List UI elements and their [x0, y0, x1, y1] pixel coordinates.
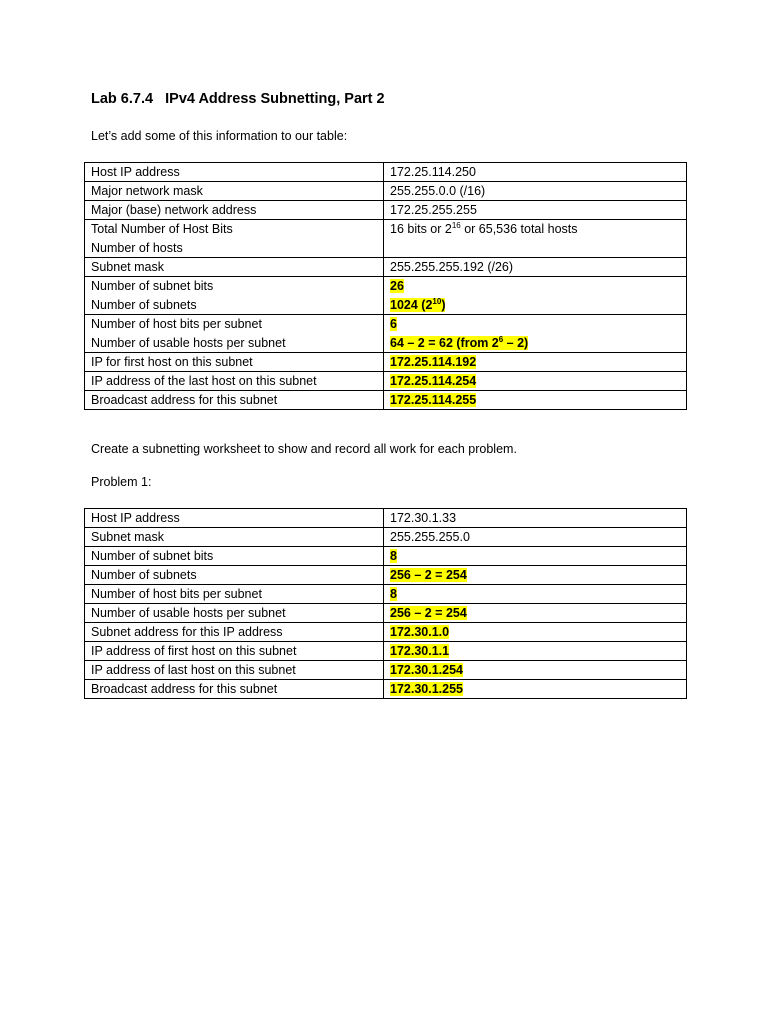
table-row	[85, 585, 687, 604]
row-value	[384, 566, 687, 585]
page-title: Lab 6.7.4 IPv4 Address Subnetting, Part 2	[91, 91, 385, 107]
highlighted-answer: 172.25.114.255	[390, 393, 477, 407]
row-value: 172.25.114.250	[384, 163, 687, 182]
row-label: Broadcast address for this subnet	[85, 680, 384, 699]
highlighted-answer: 8	[390, 549, 397, 563]
row-value: 172.30.1.33	[384, 509, 687, 528]
row-value	[384, 220, 687, 258]
row-label-line: Number of subnet bits	[91, 279, 214, 293]
table-row	[85, 391, 687, 410]
row-label: Major network mask	[85, 182, 384, 201]
table-row	[85, 642, 687, 661]
table-row	[85, 566, 687, 585]
row-label	[85, 220, 384, 258]
highlighted-answer: 172.25.114.254	[390, 374, 477, 388]
row-label: IP address of the last host on this subnet	[85, 372, 384, 391]
row-value	[384, 623, 687, 642]
highlighted-answer	[390, 298, 445, 312]
table-row	[85, 623, 687, 642]
row-value	[384, 547, 687, 566]
table-row	[85, 547, 687, 566]
row-label: Subnet mask	[85, 528, 384, 547]
row-value: 255.255.255.192 (/26)	[384, 258, 687, 277]
row-label: Number of usable hosts per subnet	[85, 604, 384, 623]
row-value	[384, 277, 687, 315]
row-label	[85, 277, 384, 315]
row-label-line: Number of usable hosts per subnet	[91, 335, 286, 350]
row-value: 172.25.255.255	[384, 201, 687, 220]
highlighted-answer: 26	[390, 279, 404, 293]
row-label-line: Number of host bits per subnet	[91, 317, 262, 331]
exponent: 10	[432, 296, 442, 306]
table-row	[85, 680, 687, 699]
table-row	[85, 528, 687, 547]
row-value	[384, 661, 687, 680]
highlighted-answer: 172.25.114.192	[390, 355, 477, 369]
subnet-info-table	[84, 162, 687, 410]
table-row	[85, 258, 687, 277]
row-label: Subnet mask	[85, 258, 384, 277]
row-label-line: Number of hosts	[91, 240, 183, 255]
problem-heading: Problem 1:	[91, 475, 152, 489]
value-text: 64 – 2 = 62 (from 2	[390, 335, 499, 350]
highlighted-answer: 256 – 2 = 254	[390, 568, 467, 582]
table-row	[85, 182, 687, 201]
row-label: Subnet address for this IP address	[85, 623, 384, 642]
table-row	[85, 277, 687, 315]
row-value	[384, 372, 687, 391]
row-value	[384, 585, 687, 604]
row-value-line	[390, 315, 680, 334]
row-value-line	[390, 296, 680, 315]
table-row	[85, 353, 687, 372]
row-label: Broadcast address for this subnet	[85, 391, 384, 410]
row-value-line	[390, 334, 680, 353]
row-label: Host IP address	[85, 509, 384, 528]
row-label: Number of host bits per subnet	[85, 585, 384, 604]
row-value	[384, 353, 687, 372]
row-label-line: Total Number of Host Bits	[91, 222, 233, 236]
table-row	[85, 163, 687, 182]
row-label-line: Number of subnets	[91, 297, 197, 312]
row-label: IP address of last host on this subnet	[85, 661, 384, 680]
row-label	[85, 315, 384, 353]
row-value: 255.255.255.0	[384, 528, 687, 547]
row-label: Host IP address	[85, 163, 384, 182]
value-text: 16 bits or 2	[390, 222, 452, 236]
row-value	[384, 680, 687, 699]
exponent: 6	[498, 334, 504, 344]
table-row	[85, 372, 687, 391]
row-label: Number of subnet bits	[85, 547, 384, 566]
highlighted-answer: 172.30.1.1	[390, 644, 450, 658]
highlighted-answer: 172.30.1.254	[390, 663, 463, 677]
table-row	[85, 315, 687, 353]
table-row	[85, 604, 687, 623]
row-label: IP address of first host on this subnet	[85, 642, 384, 661]
highlighted-answer: 6	[390, 317, 397, 331]
value-text: )	[441, 297, 446, 312]
worksheet-instructions: Create a subnetting worksheet to show and record all work for each problem.	[91, 442, 517, 456]
row-value-line	[390, 220, 680, 239]
highlighted-answer: 172.30.1.255	[390, 682, 463, 696]
row-value	[384, 642, 687, 661]
table-row	[85, 509, 687, 528]
row-value-line	[390, 277, 680, 296]
highlighted-answer: 8	[390, 587, 397, 601]
exponent: 16	[451, 220, 461, 230]
highlighted-answer: 256 – 2 = 254	[390, 606, 467, 620]
row-value	[384, 604, 687, 623]
value-text: 1024 (2	[390, 297, 433, 312]
highlighted-answer	[390, 336, 528, 350]
row-value: 255.255.0.0 (/16)	[384, 182, 687, 201]
problem-1-table	[84, 508, 687, 699]
row-value	[384, 315, 687, 353]
row-label: Major (base) network address	[85, 201, 384, 220]
row-label: IP for first host on this subnet	[85, 353, 384, 372]
row-value	[384, 391, 687, 410]
value-text: or 65,536 total hosts	[460, 222, 578, 236]
highlighted-answer: 172.30.1.0	[390, 625, 450, 639]
row-label: Number of subnets	[85, 566, 384, 585]
table-row	[85, 661, 687, 680]
intro-paragraph: Let’s add some of this information to our table:	[91, 129, 348, 143]
value-text: – 2)	[503, 335, 529, 350]
table-row	[85, 220, 687, 258]
table-row	[85, 201, 687, 220]
